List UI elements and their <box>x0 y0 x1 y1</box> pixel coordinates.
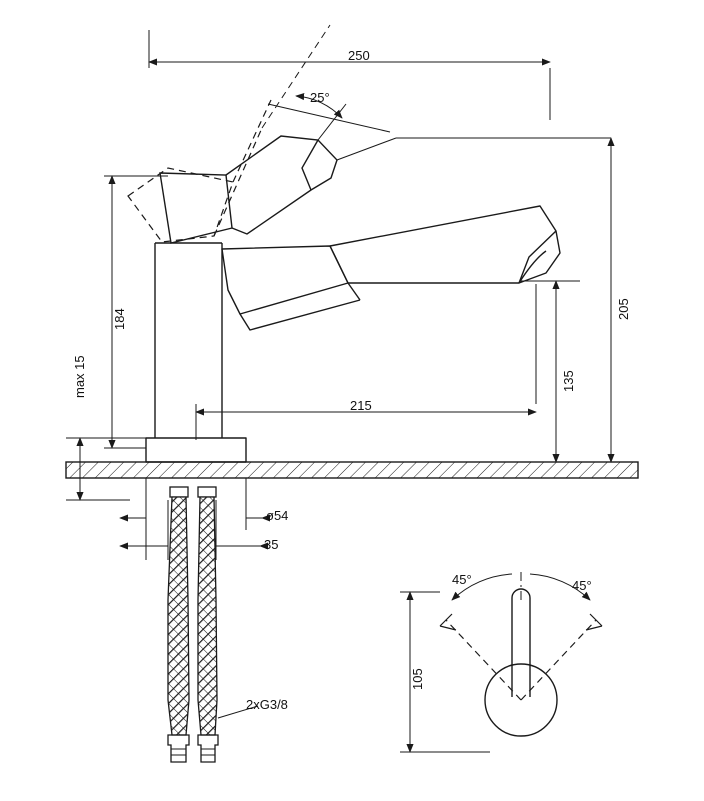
dimension-label-total-height: 205 <box>616 298 631 320</box>
dimension-lines <box>66 25 638 560</box>
dimension-label-reach: 250 <box>348 48 370 63</box>
dimension-label-hose-thread: 2xG3/8 <box>246 697 288 712</box>
dimension-label-tilt-angle: 25° <box>310 90 330 105</box>
dimension-label-base-diameter: ø54 <box>266 508 289 523</box>
dimension-label-swivel-right: 45° <box>572 578 592 593</box>
countertop-section <box>66 462 638 478</box>
dimension-label-spout-reach: 215 <box>350 398 372 413</box>
dimension-label-plan-depth: 105 <box>410 668 425 690</box>
flexible-hoses <box>168 487 258 762</box>
faucet-raised-spout <box>160 136 337 243</box>
faucet-side-view <box>146 206 560 462</box>
faucet-top-view <box>400 572 602 752</box>
dimension-label-spout-height: 135 <box>561 370 576 392</box>
dimension-label-swivel-left: 45° <box>452 572 472 587</box>
dimension-label-base-height: 35 <box>264 537 279 552</box>
dimension-label-body-height: 184 <box>112 308 127 330</box>
faucet-raised-position-ghost <box>128 100 271 242</box>
dimension-label-counter-thickness: max 15 <box>72 355 87 398</box>
